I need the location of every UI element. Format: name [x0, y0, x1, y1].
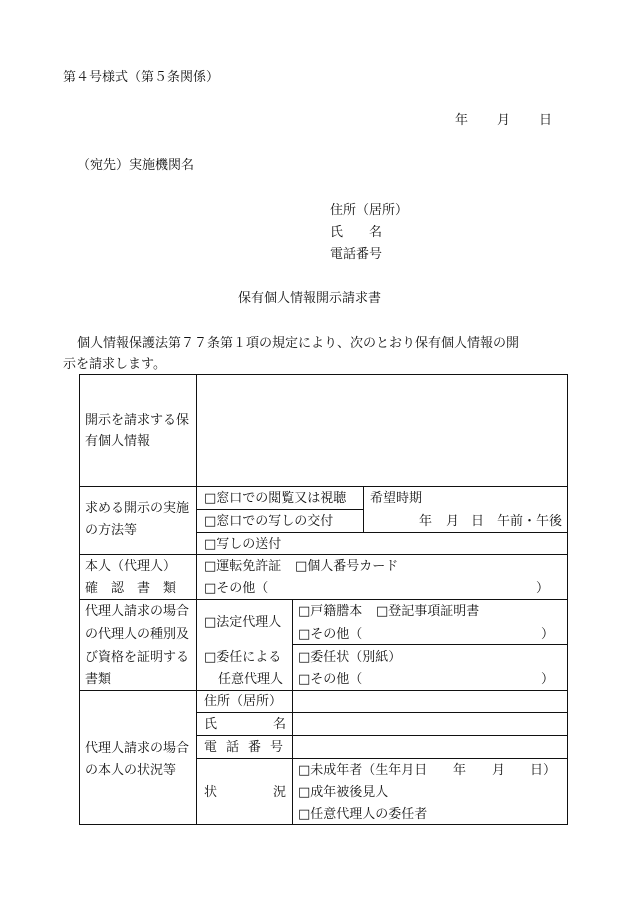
minor-checkbox[interactable]: □未成年者（生年月日 [298, 763, 428, 778]
family-register-checkbox[interactable]: □戸籍謄本 [298, 604, 363, 619]
method-viewing-checkbox[interactable]: □窓口での閲覧又は視聴 [204, 491, 347, 506]
addressee: （宛先）実施機関名 [77, 158, 195, 173]
agent-label-line-2: の代理人の種別及 [85, 627, 190, 642]
method-copy-mail-checkbox[interactable]: □写しの送付 [204, 537, 282, 552]
intro-line-1: 個人情報保護法第７７条第１項の規定により、次のとおり保有個人情報の開 [77, 336, 520, 351]
delegated-agent-checkbox[interactable]: □委任による [204, 650, 282, 665]
principal-label-line-2: の本人の状況等 [85, 763, 177, 778]
agent-label-line-3: び資格を証明する [85, 650, 190, 665]
method-label-line-1: 求める開示の実施 [85, 501, 190, 516]
minor-year-label: 年 [453, 763, 467, 778]
form-number: 第４号様式（第５条関係） [63, 70, 220, 85]
intro-line-2: 示を請求します。 [63, 357, 166, 372]
requested-info-field[interactable] [200, 380, 564, 484]
agent-label-line-1: 代理人請求の場合 [85, 604, 190, 619]
power-of-attorney-checkbox[interactable]: □委任状（別紙） [298, 650, 402, 665]
info-label-line-1: 開示を請求する保 [85, 413, 190, 428]
principal-status-label-a: 状 [204, 785, 218, 800]
id-other-checkbox[interactable]: □その他（ [204, 581, 269, 596]
date-month-label: 月 [497, 113, 511, 128]
principal-label-line-1: 代理人請求の場合 [85, 741, 190, 756]
legal-agent-other-checkbox[interactable]: □その他（ [298, 627, 363, 642]
agent-label-line-4: 書類 [85, 672, 112, 687]
applicant-phone-label: 電話番号 [330, 247, 383, 262]
principal-phone-field[interactable] [296, 741, 564, 755]
id-mynumber-checkbox[interactable]: □個人番号カード [295, 559, 399, 574]
date-year-label: 年 [455, 113, 469, 128]
legal-agent-other-close-paren: ） [541, 627, 555, 642]
delegator-checkbox[interactable]: □任意代理人の委任者 [298, 807, 428, 822]
principal-phone-label: 電話番号 [204, 740, 293, 755]
desired-time-label: 希望時期 [370, 491, 423, 506]
principal-address-field[interactable] [296, 695, 564, 709]
info-label-line-2: 有個人情報 [85, 434, 151, 449]
principal-name-label-a: 氏 [204, 717, 218, 732]
delegated-other-close-paren: ） [541, 672, 555, 687]
date-day-label: 日 [539, 113, 553, 128]
desired-month-label: 月 [446, 514, 460, 529]
desired-year-label: 年 [419, 514, 433, 529]
principal-name-field[interactable] [296, 718, 564, 732]
minor-month-label: 月 [492, 763, 506, 778]
id-other-close-paren: ） [536, 581, 550, 596]
method-label-line-2: の方法等 [85, 523, 138, 538]
minor-day-label: 日） [530, 763, 557, 778]
delegated-other-checkbox[interactable]: □その他（ [298, 672, 363, 687]
registry-cert-checkbox[interactable]: □登記事項証明書 [376, 604, 480, 619]
ward-checkbox[interactable]: □成年被後見人 [298, 785, 389, 800]
principal-status-label-b: 況 [273, 785, 287, 800]
document-title: 保有個人情報開示請求書 [238, 291, 382, 306]
id-license-checkbox[interactable]: □運転免許証 [204, 559, 282, 574]
desired-ampm-label[interactable]: 午前・午後 [497, 514, 563, 529]
principal-address-label: 住所（居所） [204, 694, 283, 709]
delegated-agent-label-line-2: 任意代理人 [218, 672, 284, 687]
id-label-line-2: 確認書類 [85, 581, 190, 596]
legal-agent-checkbox[interactable]: □法定代理人 [204, 615, 282, 630]
principal-name-label-b: 名 [273, 717, 287, 732]
id-label-line-1: 本人（代理人） [85, 559, 177, 574]
method-copy-window-checkbox[interactable]: □窓口での写しの交付 [204, 514, 334, 529]
applicant-name-label: 氏 名 [330, 225, 383, 240]
desired-day-label: 日 [471, 514, 485, 529]
applicant-address-label: 住所（居所） [330, 203, 409, 218]
